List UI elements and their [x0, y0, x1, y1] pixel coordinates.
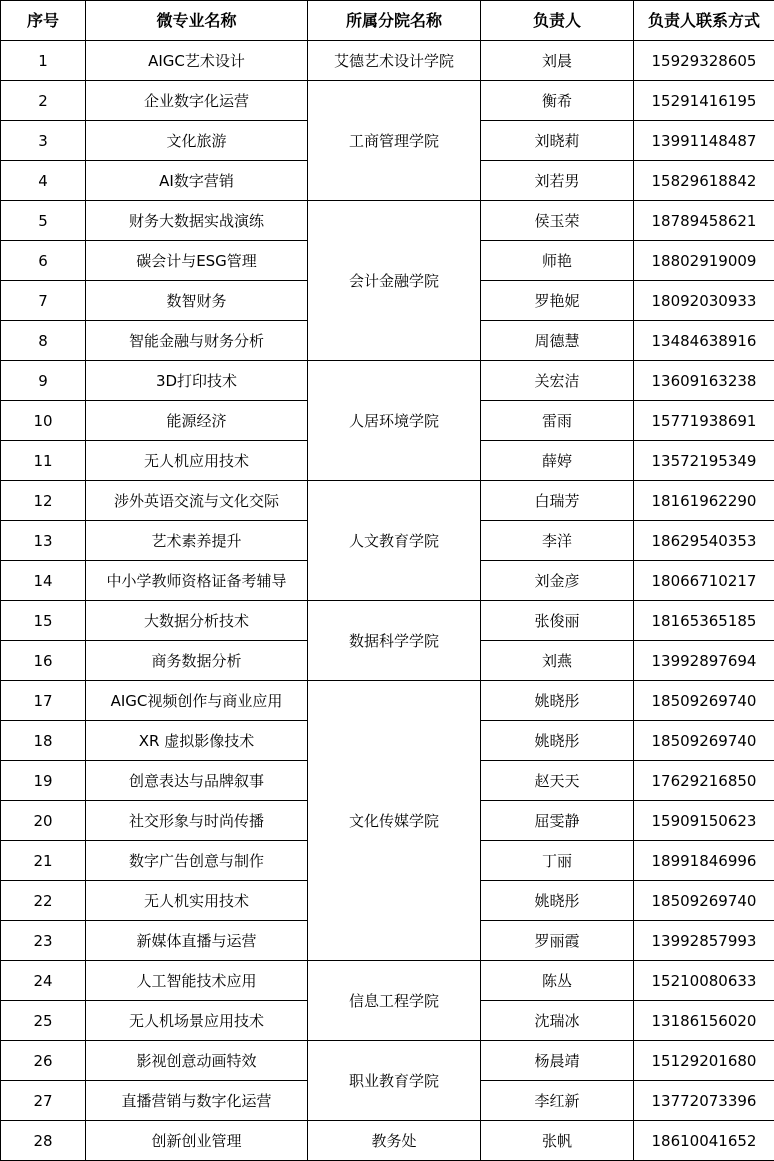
cell-phone: 18629540353 — [634, 521, 774, 561]
table-row — [1, 41, 774, 81]
cell-phone: 18789458621 — [634, 201, 774, 241]
cell-college: 人居环境学院 — [308, 361, 481, 481]
cell-major: 数智财务 — [86, 281, 308, 321]
cell-phone: 18610041652 — [634, 1121, 774, 1161]
cell-seq: 21 — [1, 841, 86, 881]
table-row — [1, 81, 774, 121]
cell-owner: 刘晓莉 — [481, 121, 634, 161]
cell-seq: 8 — [1, 321, 86, 361]
cell-phone: 15829618842 — [634, 161, 774, 201]
cell-phone: 13186156020 — [634, 1001, 774, 1041]
cell-major: 财务大数据实战演练 — [86, 201, 308, 241]
cell-seq: 18 — [1, 721, 86, 761]
cell-phone: 18066710217 — [634, 561, 774, 601]
cell-owner: 关宏洁 — [481, 361, 634, 401]
table-row — [1, 481, 774, 521]
cell-owner: 侯玉荣 — [481, 201, 634, 241]
cell-seq: 25 — [1, 1001, 86, 1041]
table-body — [1, 41, 774, 1161]
cell-owner: 姚晓彤 — [481, 681, 634, 721]
header-owner: 负责人 — [481, 1, 634, 41]
cell-major: 无人机场景应用技术 — [86, 1001, 308, 1041]
header-row — [1, 1, 774, 41]
cell-major: 创新创业管理 — [86, 1121, 308, 1161]
header-college: 所属分院名称 — [308, 1, 481, 41]
cell-major: 3D打印技术 — [86, 361, 308, 401]
cell-seq: 23 — [1, 921, 86, 961]
table-row — [1, 961, 774, 1001]
table-row — [1, 201, 774, 241]
cell-major: AIGC艺术设计 — [86, 41, 308, 81]
cell-major: 中小学教师资格证备考辅导 — [86, 561, 308, 601]
cell-owner: 薛婷 — [481, 441, 634, 481]
cell-college: 人文教育学院 — [308, 481, 481, 601]
cell-college: 文化传媒学院 — [308, 681, 481, 961]
cell-seq: 20 — [1, 801, 86, 841]
cell-major: 影视创意动画特效 — [86, 1041, 308, 1081]
cell-seq: 7 — [1, 281, 86, 321]
cell-seq: 3 — [1, 121, 86, 161]
cell-major: 能源经济 — [86, 401, 308, 441]
cell-owner: 罗丽霞 — [481, 921, 634, 961]
cell-college: 数据科学学院 — [308, 601, 481, 681]
header-major: 微专业名称 — [86, 1, 308, 41]
cell-owner: 姚晓彤 — [481, 881, 634, 921]
cell-phone: 13992857993 — [634, 921, 774, 961]
cell-seq: 2 — [1, 81, 86, 121]
cell-phone: 18092030933 — [634, 281, 774, 321]
cell-seq: 11 — [1, 441, 86, 481]
cell-phone: 15129201680 — [634, 1041, 774, 1081]
cell-owner: 周德慧 — [481, 321, 634, 361]
cell-seq: 6 — [1, 241, 86, 281]
cell-major: 创意表达与品牌叙事 — [86, 761, 308, 801]
cell-major: 商务数据分析 — [86, 641, 308, 681]
cell-seq: 22 — [1, 881, 86, 921]
header-seq: 序号 — [1, 1, 86, 41]
cell-phone: 18509269740 — [634, 881, 774, 921]
cell-owner: 陈丛 — [481, 961, 634, 1001]
table-row — [1, 1041, 774, 1081]
cell-major: 企业数字化运营 — [86, 81, 308, 121]
cell-owner: 刘金彦 — [481, 561, 634, 601]
cell-seq: 12 — [1, 481, 86, 521]
cell-college: 职业教育学院 — [308, 1041, 481, 1121]
cell-owner: 张俊丽 — [481, 601, 634, 641]
cell-major: 文化旅游 — [86, 121, 308, 161]
cell-owner: 刘燕 — [481, 641, 634, 681]
cell-seq: 26 — [1, 1041, 86, 1081]
cell-phone: 15291416195 — [634, 81, 774, 121]
cell-owner: 张帆 — [481, 1121, 634, 1161]
cell-owner: 白瑞芳 — [481, 481, 634, 521]
cell-seq: 9 — [1, 361, 86, 401]
cell-seq: 24 — [1, 961, 86, 1001]
cell-major: 无人机应用技术 — [86, 441, 308, 481]
cell-seq: 28 — [1, 1121, 86, 1161]
cell-phone: 18161962290 — [634, 481, 774, 521]
cell-phone: 15771938691 — [634, 401, 774, 441]
cell-phone: 18991846996 — [634, 841, 774, 881]
cell-major: 无人机实用技术 — [86, 881, 308, 921]
cell-phone: 13991148487 — [634, 121, 774, 161]
cell-phone: 13609163238 — [634, 361, 774, 401]
cell-phone: 18802919009 — [634, 241, 774, 281]
cell-seq: 15 — [1, 601, 86, 641]
cell-owner: 沈瑞冰 — [481, 1001, 634, 1041]
cell-major: 智能金融与财务分析 — [86, 321, 308, 361]
cell-owner: 雷雨 — [481, 401, 634, 441]
cell-owner: 赵天天 — [481, 761, 634, 801]
cell-seq: 17 — [1, 681, 86, 721]
cell-college: 信息工程学院 — [308, 961, 481, 1041]
cell-phone: 17629216850 — [634, 761, 774, 801]
table-row — [1, 601, 774, 641]
cell-owner: 罗艳妮 — [481, 281, 634, 321]
cell-owner: 李洋 — [481, 521, 634, 561]
cell-phone: 13484638916 — [634, 321, 774, 361]
cell-owner: 刘晨 — [481, 41, 634, 81]
cell-owner: 屈雯静 — [481, 801, 634, 841]
cell-major: AI数字营销 — [86, 161, 308, 201]
cell-seq: 13 — [1, 521, 86, 561]
cell-owner: 杨晨靖 — [481, 1041, 634, 1081]
cell-college: 会计金融学院 — [308, 201, 481, 361]
cell-seq: 5 — [1, 201, 86, 241]
header-phone: 负责人联系方式 — [634, 1, 774, 41]
cell-college: 教务处 — [308, 1121, 481, 1161]
cell-major: 涉外英语交流与文化交际 — [86, 481, 308, 521]
cell-college: 工商管理学院 — [308, 81, 481, 201]
cell-phone: 18509269740 — [634, 681, 774, 721]
cell-major: XR 虚拟影像技术 — [86, 721, 308, 761]
cell-owner: 衡希 — [481, 81, 634, 121]
cell-major: 数字广告创意与制作 — [86, 841, 308, 881]
cell-owner: 丁丽 — [481, 841, 634, 881]
cell-phone: 13772073396 — [634, 1081, 774, 1121]
cell-seq: 1 — [1, 41, 86, 81]
cell-owner: 师艳 — [481, 241, 634, 281]
cell-major: 碳会计与ESG管理 — [86, 241, 308, 281]
cell-seq: 16 — [1, 641, 86, 681]
cell-phone: 18165365185 — [634, 601, 774, 641]
table-row — [1, 361, 774, 401]
cell-phone: 13572195349 — [634, 441, 774, 481]
cell-major: 社交形象与时尚传播 — [86, 801, 308, 841]
cell-owner: 姚晓彤 — [481, 721, 634, 761]
cell-phone: 15909150623 — [634, 801, 774, 841]
cell-seq: 10 — [1, 401, 86, 441]
cell-phone: 15929328605 — [634, 41, 774, 81]
table-row — [1, 681, 774, 721]
cell-phone: 18509269740 — [634, 721, 774, 761]
cell-seq: 4 — [1, 161, 86, 201]
cell-seq: 19 — [1, 761, 86, 801]
table-header — [1, 1, 774, 41]
table-row — [1, 1121, 774, 1161]
cell-college: 艾德艺术设计学院 — [308, 41, 481, 81]
cell-owner: 李红新 — [481, 1081, 634, 1121]
cell-major: 艺术素养提升 — [86, 521, 308, 561]
cell-major: 新媒体直播与运营 — [86, 921, 308, 961]
cell-seq: 14 — [1, 561, 86, 601]
cell-major: 人工智能技术应用 — [86, 961, 308, 1001]
cell-phone: 15210080633 — [634, 961, 774, 1001]
cell-major: 大数据分析技术 — [86, 601, 308, 641]
cell-owner: 刘若男 — [481, 161, 634, 201]
cell-phone: 13992897694 — [634, 641, 774, 681]
cell-seq: 27 — [1, 1081, 86, 1121]
cell-major: 直播营销与数字化运营 — [86, 1081, 308, 1121]
cell-major: AIGC视频创作与商业应用 — [86, 681, 308, 721]
